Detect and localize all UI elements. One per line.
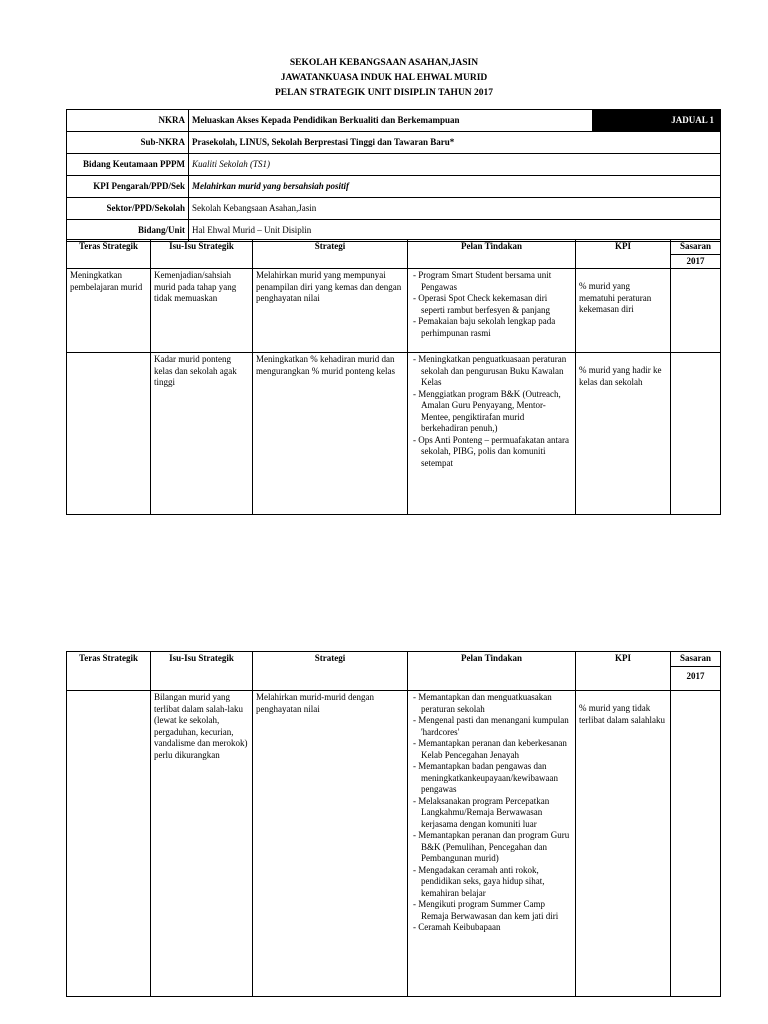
kpi-pengarah-label: KPI Pengarah/PPD/Sek: [67, 176, 189, 198]
col-sasaran: [671, 652, 721, 691]
isu-cell: Kadar murid ponteng kelas dan sekolah agak tinggi: [151, 353, 253, 515]
list-item: - Ceramah Keibubapaan: [413, 922, 501, 932]
list-item: - Program Smart Student bersama unit Pengawas: [413, 270, 552, 292]
col-pelan: Pelan Tindakan: [408, 652, 576, 691]
sasaran-cell: [671, 691, 721, 997]
col-sasaran-label: Sasaran: [679, 653, 711, 663]
list-item: - Mengadakan ceramah anti rokok, pendidikan seks, gaya hidup sihat, kemahiran belajar: [413, 864, 545, 898]
col-kpi: KPI: [576, 652, 671, 691]
list-item: - Mengikuti program Summer Camp Remaja Berwawasan dan kem jati diri: [413, 899, 559, 921]
strategi-cell: Melahirkan murid-murid dengan penghayatan nilai: [253, 691, 408, 997]
sasaran-cell: [671, 269, 721, 353]
col-isu: Isu-Isu Strategik: [151, 240, 253, 269]
col-strategi: Strategi: [253, 652, 408, 691]
col-isu: Isu-Isu Strategik: [151, 652, 253, 691]
strategi-cell: Melahirkan murid yang mempunyai penampilan diri yang kemas dan dengan penghayatan nilai: [253, 269, 408, 353]
bidang-value: Kualiti Sekolah (TS1): [189, 154, 721, 176]
list-item: - Memantapkan dan menguatkuasakan peraturan sekolah: [413, 692, 552, 714]
col-teras: Teras Strategik: [67, 652, 151, 691]
col-pelan: Pelan Tindakan: [408, 240, 576, 269]
col-sasaran-year: 2017: [671, 254, 720, 269]
isu-cell: Bilangan murid yang terlibat dalam salah-laku (lewat ke sekolah, pergaduhan, kecurian, vandalisme dan merokok) perlu dikurangkan: [151, 691, 253, 997]
kpi-cell: % murid yang hadir ke kelas dan sekolah: [576, 353, 671, 515]
info-table: [66, 109, 721, 242]
committee-name: JAWATANKUASA INDUK HAL EHWAL MURID: [280, 73, 488, 83]
strategi-cell: Meningkatkan % kehadiran murid dan mengurangkan % murid ponteng kelas: [253, 353, 408, 515]
teras-cell: [67, 691, 151, 997]
col-sasaran-year: 2017: [671, 666, 720, 688]
kpi-cell: % murid yang tidak terlibat dalam salahlaku: [576, 691, 671, 997]
list-item: - Memantapkan peranan dan keberkesanan Kelab Pencegahan Jenayah: [413, 738, 567, 760]
sasaran-cell: [671, 353, 721, 515]
list-item: - Memantapkan badan pengawas dan meningkatkankeupayaan/kewibawaan pengawas: [413, 761, 558, 794]
pelan-cell: [408, 691, 576, 997]
nkra-value: Meluaskan Akses Kepada Pendidikan Berkualiti dan Berkemampuan: [189, 110, 593, 132]
list-item: - Menggiatkan program B&K (Outreach, Amalan Guru Penyayang, Mentor-Mentee, pengiktirafan murid berkehadiran penuh,): [413, 388, 561, 433]
col-sasaran: [671, 240, 721, 269]
school-name: SEKOLAH KEBANGSAAN ASAHAN,JASIN: [289, 58, 479, 68]
teras-cell: Meningkatkan pembelajaran murid: [67, 269, 151, 353]
subnkra-value: Prasekolah, LINUS, Sekolah Berprestasi Tinggi dan Tawaran Baru*: [189, 132, 721, 154]
table-row: [67, 269, 721, 353]
jadual-badge: JADUAL 1: [593, 110, 721, 132]
col-kpi: KPI: [576, 240, 671, 269]
teras-cell: [67, 353, 151, 515]
bidang-label: Bidang Keutamaan PPPM: [67, 154, 189, 176]
sektor-label: Sektor/PPD/Sekolah: [67, 198, 189, 220]
kpi-cell: % murid yang mematuhi peraturan kekemasan diri: [576, 269, 671, 353]
plan-title: PELAN STRATEGIK UNIT DISIPLIN TAHUN 2017: [274, 88, 494, 98]
col-strategi: Strategi: [253, 240, 408, 269]
unit-value: Hal Ehwal Murid – Unit Disiplin: [189, 220, 721, 242]
nkra-label: NKRA: [67, 110, 189, 132]
list-item: - Ops Anti Ponteng – permuafakatan antara sekolah, PIBG, polis dan komuniti setempat: [413, 434, 569, 468]
list-item: - Operasi Spot Check kekemasan diri seperti rambut berfesyen & panjang: [413, 293, 550, 315]
list-item: - Meningkatkan penguatkuasaan peraturan sekolah dan pengurusan Buku Kawalan Kelas: [413, 354, 567, 387]
table-row: [67, 353, 721, 515]
pelan-cell: [408, 353, 576, 515]
strategy-table-1: [66, 239, 721, 515]
list-item: - Pemakaian baju sekolah lengkap pada perhimpunan rasmi: [413, 316, 556, 338]
list-item: - Melaksanakan program Percepatkan Langkahmu/Remaja Berwawasan kerjasama dengan komuniti luar: [413, 795, 550, 829]
subnkra-label: Sub-NKRA: [67, 132, 189, 154]
col-sasaran-label: Sasaran: [679, 241, 711, 251]
list-item: - Memantapkan peranan dan program Guru B&K (Pemulihan, Pencegahan dan Pembangunan murid): [413, 830, 570, 863]
kpi-pengarah-value: Melahirkan murid yang bersahsiah positif: [189, 176, 721, 198]
pelan-cell: [408, 269, 576, 353]
unit-label: Bidang/Unit: [67, 220, 189, 242]
list-item: - Mengenal pasti dan menangani kumpulan 'hardcores': [413, 715, 569, 737]
sektor-value: Sekolah Kebangsaan Asahan,Jasin: [189, 198, 721, 220]
col-teras: Teras Strategik: [67, 240, 151, 269]
isu-cell: Kemenjadian/sahsiah murid pada tahap yang tidak memuaskan: [151, 269, 253, 353]
table-row: [67, 691, 721, 997]
strategy-table-2: [66, 651, 721, 997]
document-header: [0, 56, 768, 101]
